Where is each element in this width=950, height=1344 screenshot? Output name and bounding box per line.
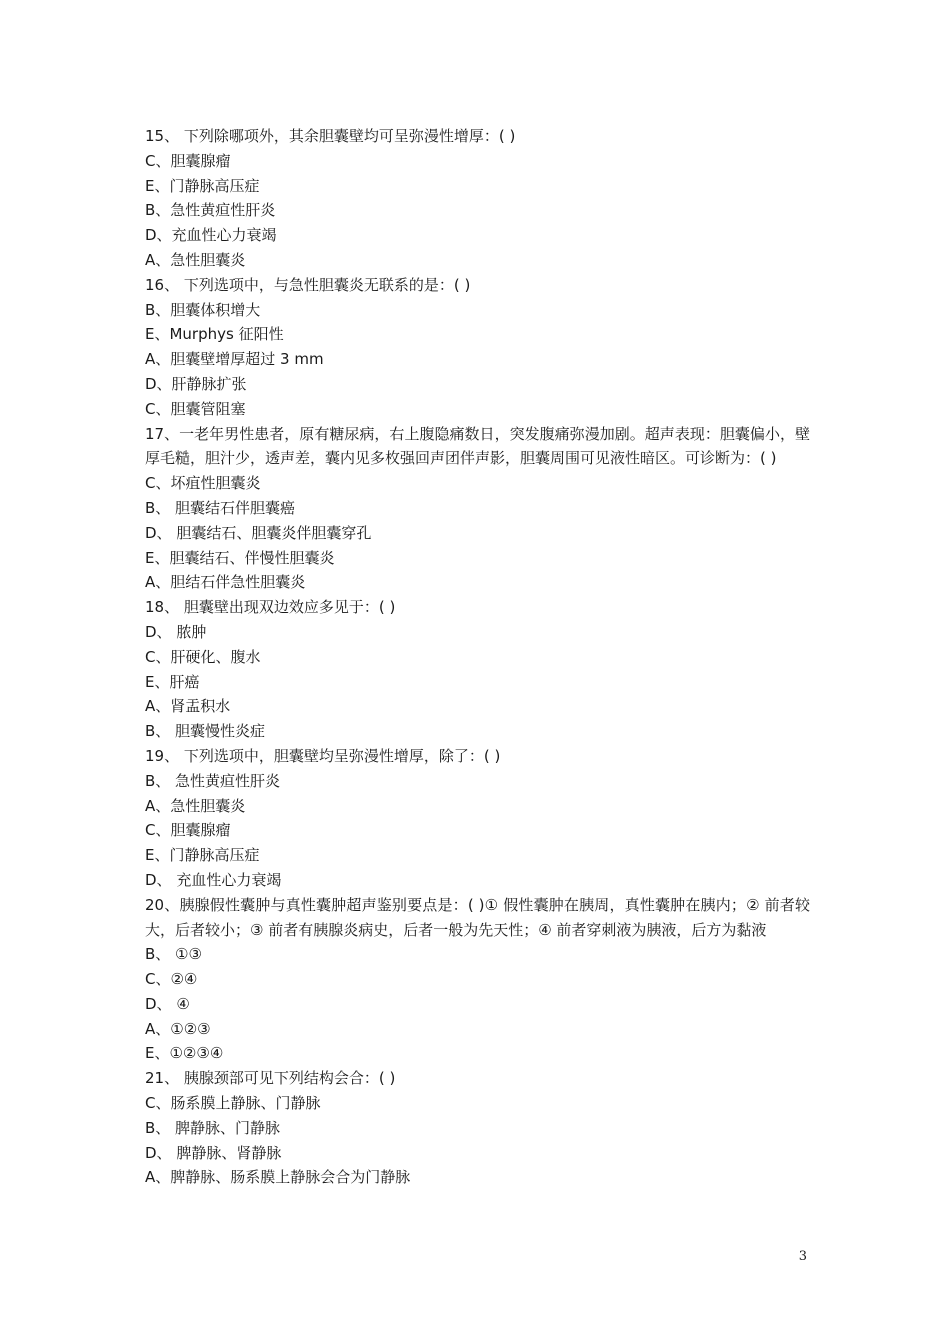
question-21 (145, 1066, 810, 1190)
answer-option: A、肾盂积水 (145, 697, 231, 716)
answer-option: E、门静脉高压症 (145, 176, 260, 195)
question-stem: 15、 下列除哪项外，其余胆囊壁均可呈弥漫性增厚：( ) (145, 127, 516, 145)
answer-option: E、Murphys 征阳性 (145, 325, 284, 344)
question-stem: 18、 胆囊壁出现双边效应多见于：( ) (145, 598, 396, 617)
question-20 (145, 893, 810, 1067)
answer-option: E、肝癌 (145, 672, 200, 691)
answer-option: B、 急性黄疸性肝炎 (145, 771, 281, 790)
answer-option: D、 ④ (145, 994, 190, 1013)
answer-option: B、急性黄疸性肝炎 (145, 201, 276, 220)
question-17 (145, 422, 810, 596)
question-18 (145, 595, 810, 744)
answer-option: D、 充血性心力衰竭 (145, 870, 282, 889)
answer-option: C、胆囊腺瘤 (145, 821, 231, 840)
answer-option: A、急性胆囊炎 (145, 250, 246, 269)
answer-option: C、坏疽性胆囊炎 (145, 474, 261, 493)
question-16 (145, 273, 810, 422)
answer-option: A、胆囊壁增厚超过 3 mm (145, 350, 324, 369)
answer-option: B、 胆囊慢性炎症 (145, 722, 266, 741)
answer-option: A、急性胆囊炎 (145, 796, 246, 815)
question-15 (145, 124, 810, 273)
question-stem: 20、胰腺假性囊肿与真性囊肿超声鉴别要点是：( )① 假性囊肿在胰周，真性囊肿在胰内；② 前者较大，后者较小；③ 前者有胰腺炎病史，后者一般为先天性；④ 前者穿刺液为胰液，后方为黏液 (145, 895, 810, 939)
answer-option: B、 脾静脉、门静脉 (145, 1118, 281, 1137)
answer-option: E、①②③④ (145, 1044, 224, 1063)
question-stem: 17、一老年男性患者，原有糖尿病，右上腹隐痛数日，突发腹痛弥漫加剧。超声表现：胆囊偏小，壁厚毛糙，胆汁少，透声差，囊内见多枚强回声团伴声影，胆囊周围可见液性暗区。可诊断为：( ) (145, 424, 810, 468)
answer-option: D、 胆囊结石、胆囊炎伴胆囊穿孔 (145, 523, 372, 542)
answer-option: C、胆囊腺瘤 (145, 151, 231, 170)
answer-option: C、胆囊管阻塞 (145, 399, 246, 418)
page-number: 3 (798, 1249, 807, 1264)
question-list (145, 124, 810, 1190)
answer-option: A、①②③ (145, 1019, 211, 1038)
answer-option: B、 ①③ (145, 945, 202, 964)
question-stem: 16、 下列选项中，与急性胆囊炎无联系的是：( ) (145, 275, 471, 294)
answer-option: A、脾静脉、肠系膜上静脉会合为门静脉 (145, 1168, 411, 1187)
question-stem: 19、 下列选项中，胆囊壁均呈弥漫性增厚，除了：( ) (145, 746, 501, 765)
question-19 (145, 744, 810, 893)
answer-option: C、②④ (145, 970, 198, 989)
answer-option: D、 脓肿 (145, 622, 207, 641)
answer-option: A、胆结石伴急性胆囊炎 (145, 573, 306, 592)
answer-option: E、胆囊结石、伴慢性胆囊炎 (145, 548, 335, 567)
answer-option: C、肝硬化、腹水 (145, 647, 261, 666)
question-stem: 21、 胰腺颈部可见下列结构会合：( ) (145, 1069, 396, 1088)
answer-option: D、肝静脉扩张 (145, 374, 247, 393)
answer-option: D、 脾静脉、肾静脉 (145, 1143, 282, 1162)
answer-option: D、充血性心力衰竭 (145, 226, 277, 245)
answer-option: B、 胆囊结石伴胆囊癌 (145, 498, 296, 517)
answer-option: E、门静脉高压症 (145, 846, 260, 865)
answer-option: C、肠系膜上静脉、门静脉 (145, 1094, 321, 1113)
answer-option: B、胆囊体积增大 (145, 300, 261, 319)
